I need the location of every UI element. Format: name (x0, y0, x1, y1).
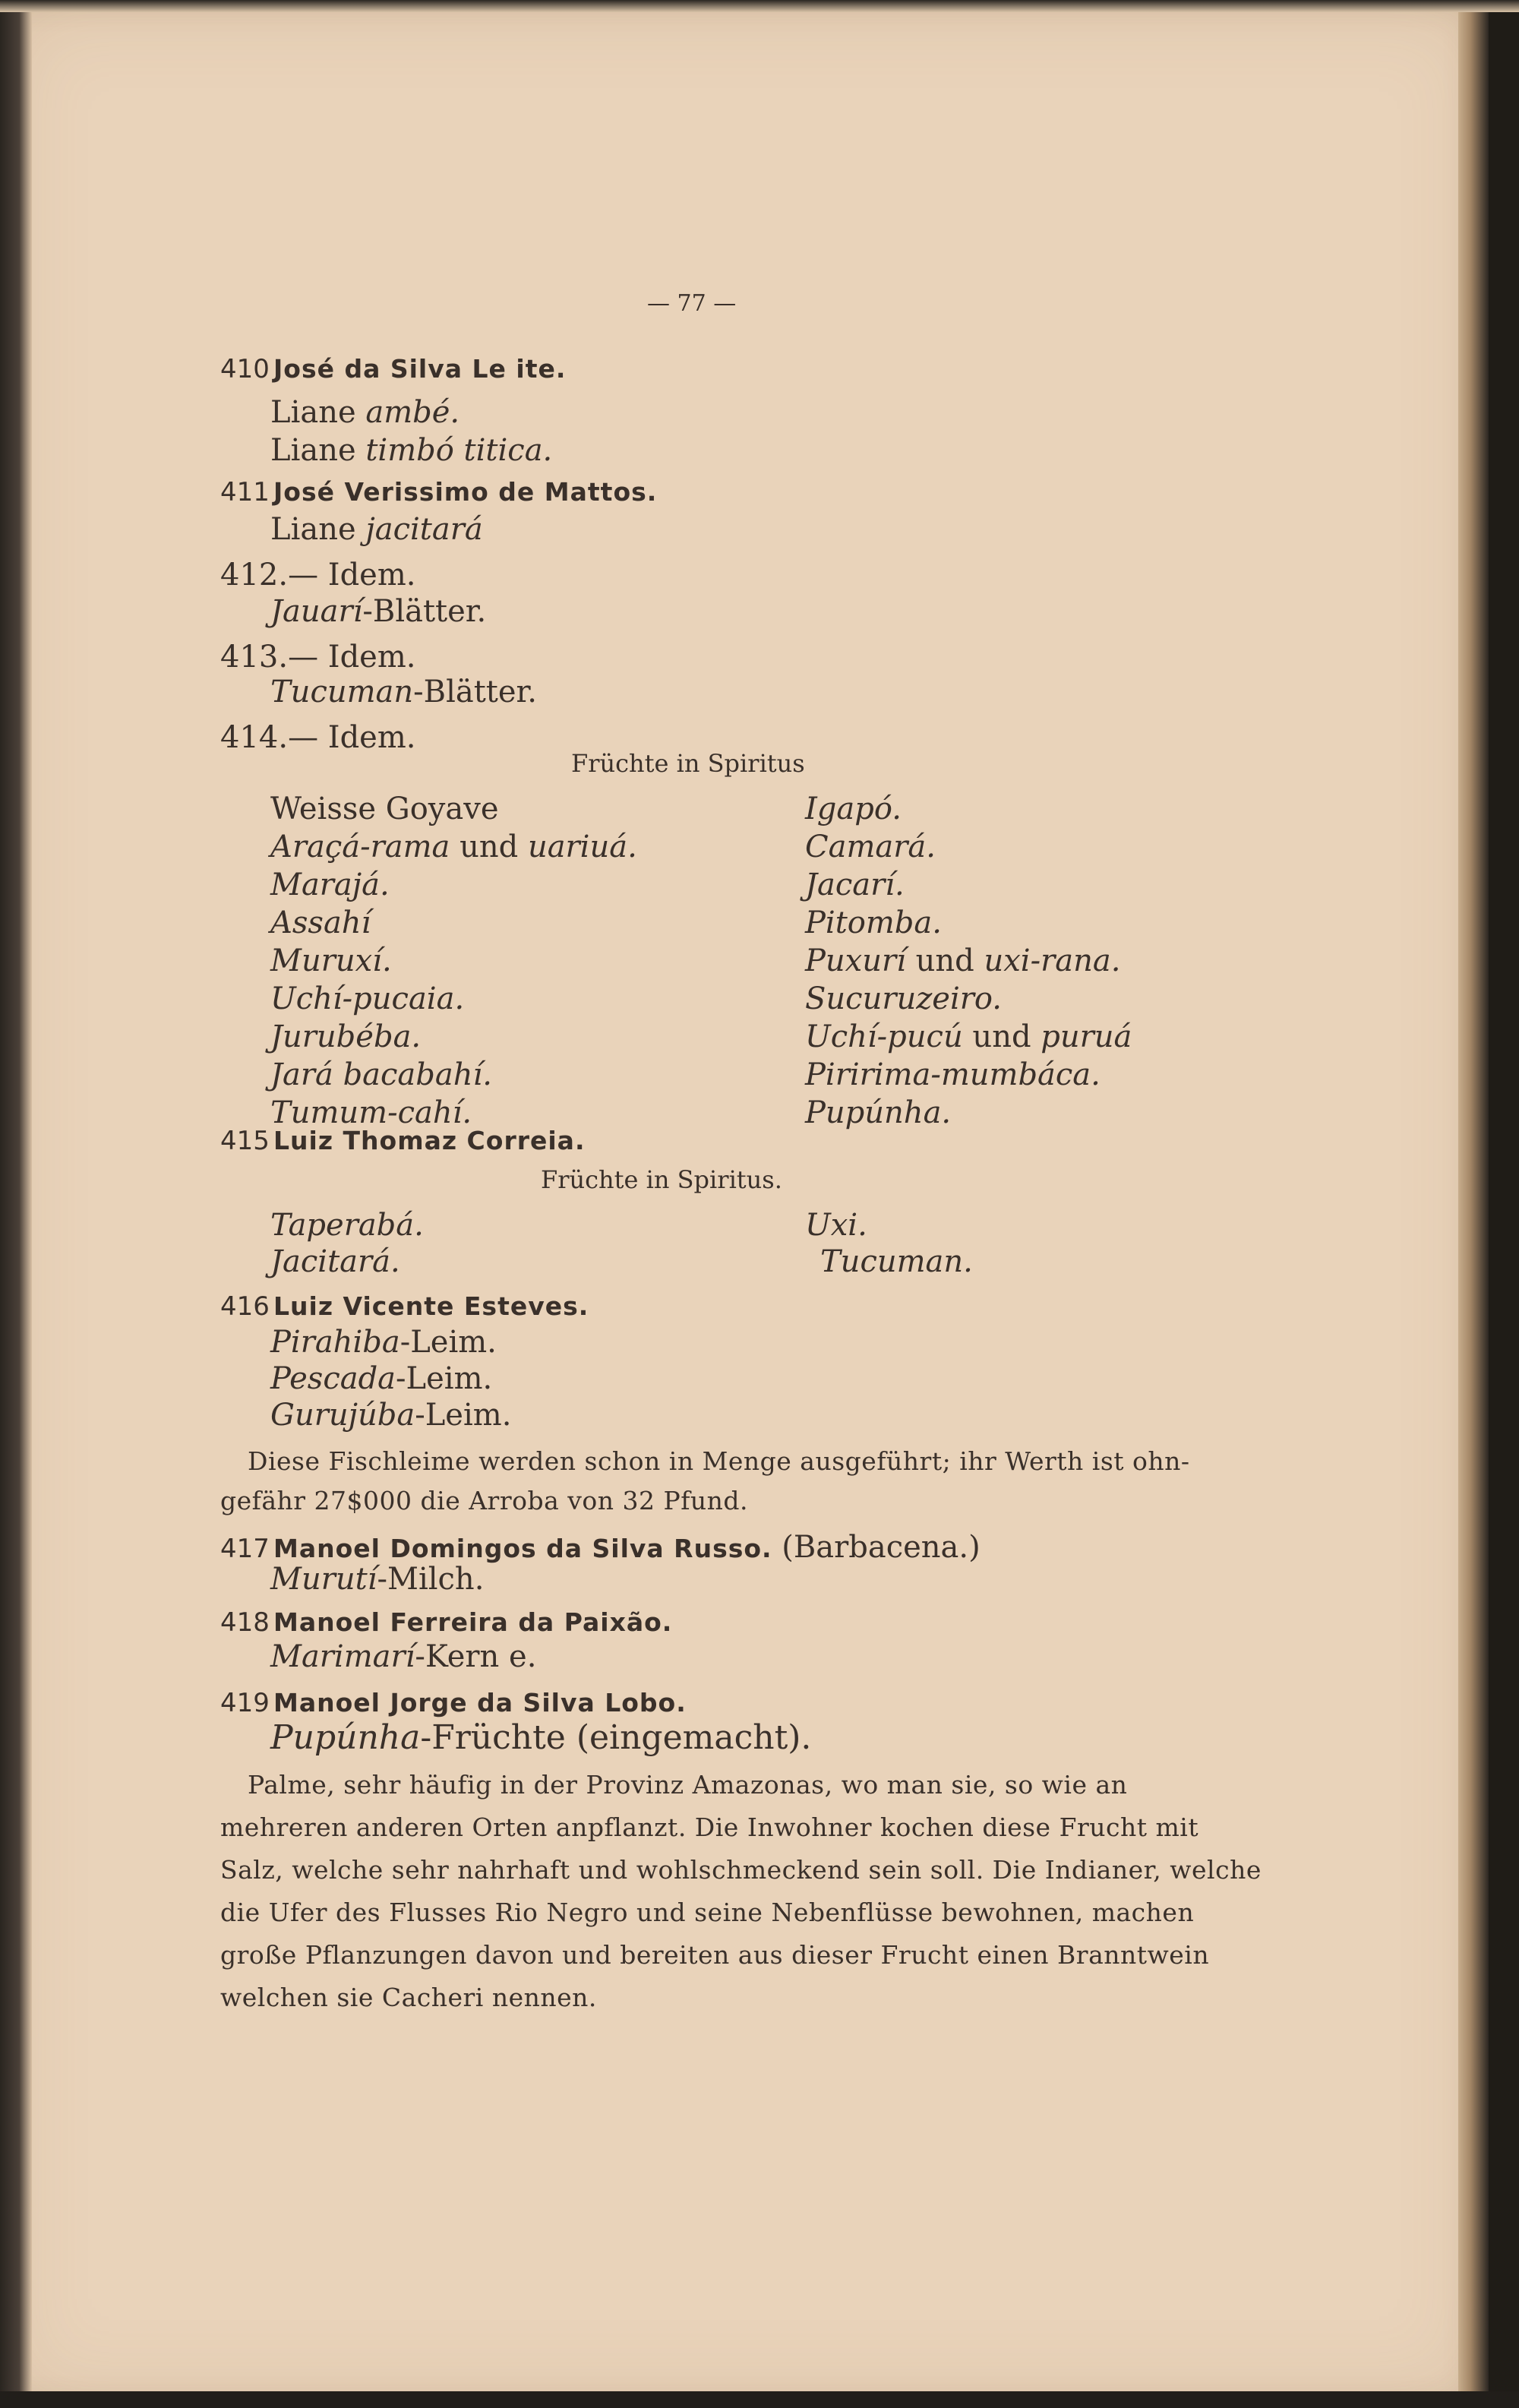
text-span: und (450, 830, 528, 864)
note-text: Palme, sehr häufig in der Provinz Amazonas, wo man sie, so wie an (248, 1770, 1128, 1800)
exhibitor-name: José da Silva Le ite. (273, 354, 567, 384)
entry-410-item-1 (270, 395, 459, 430)
list-item: Assahí (270, 905, 371, 940)
text-span: Marimarí (270, 1639, 415, 1674)
note-text: Diese Fischleime werden schon in Menge ausgeführt; ihr Werth ist ohn- (248, 1446, 1190, 1476)
list-item (270, 830, 637, 864)
entry-number: 410 (220, 354, 270, 384)
text-span: Liane (270, 395, 366, 430)
text-span: timbó titica. (365, 433, 553, 468)
text-span: -Kern e. (415, 1639, 537, 1674)
note-text: welchen sie Cacheri nennen. (220, 1983, 597, 2012)
exhibitor-name: Luiz Vicente Esteves. (273, 1291, 589, 1321)
list-item: Piririma-mumbáca. (805, 1057, 1101, 1092)
text-span: Liane (270, 512, 366, 547)
entry-410-header (220, 354, 566, 384)
entry-413-header: 413.— Idem. (220, 640, 416, 675)
text-span: Gurujúba (270, 1398, 415, 1433)
list-item: Uxi. (805, 1208, 867, 1243)
list-item: Pupúnha. (805, 1095, 952, 1130)
list-item (805, 1019, 1132, 1054)
text-span: -Leim. (396, 1361, 493, 1396)
list-item: Jará bacabahí. (270, 1057, 492, 1092)
text-span: -Leim. (415, 1398, 512, 1433)
text-span: jacitará (365, 512, 483, 547)
list-item: Muruxí. (270, 943, 392, 978)
page-number: — 77 — (647, 290, 737, 317)
list-item: Tumum-cahí. (270, 1095, 472, 1130)
note-text: große Pflanzungen davon und bereiten aus dieser Frucht einen Branntwein (220, 1940, 1210, 1970)
text-span: -Blätter. (413, 675, 537, 709)
list-item: Pitomba. (805, 905, 942, 940)
entry-410-item-2 (270, 433, 552, 468)
text-span: Tucuman (270, 675, 414, 709)
entry-number: 417 (220, 1534, 270, 1564)
list-item: Uchí-pucaia. (270, 981, 465, 1016)
text-span: Puxurí (805, 943, 906, 978)
entry-412-header: 412.— Idem. (220, 558, 416, 593)
page-edge (1458, 0, 1489, 2408)
entry-number: 418 (220, 1607, 270, 1638)
text-span: Pupúnha (270, 1718, 421, 1757)
entry-412-item (270, 594, 486, 629)
text-span: Jauarí (270, 594, 363, 629)
text-span: -Blätter. (362, 594, 487, 629)
exhibitor-name: Manoel Ferreira da Paixão. (273, 1607, 673, 1637)
note-text: die Ufer des Flusses Rio Negro und seine Nebenflüsse bewohnen, machen (220, 1898, 1195, 1927)
entry-411-item-1 (270, 512, 483, 547)
list-item: Taperabá. (270, 1208, 424, 1243)
text-span: Pirahiba (270, 1325, 400, 1360)
list-item: Marajá. (270, 867, 390, 902)
entry-number: 416 (220, 1291, 270, 1322)
entry-number: 419 (220, 1688, 270, 1718)
list-item (270, 1639, 536, 1674)
book-gutter (0, 0, 32, 2408)
bottom-shadow (0, 2391, 1519, 2408)
text-span: Pescada (270, 1361, 396, 1396)
exhibitor-name: José Verissimo de Mattos. (273, 477, 658, 507)
text-span: ambé. (365, 395, 460, 430)
text-span: -Früchte (eingemacht). (420, 1718, 812, 1757)
section-heading: Früchte in Spiritus (571, 749, 805, 778)
list-item: Camará. (805, 830, 936, 864)
text-span: puruá (1041, 1019, 1132, 1054)
list-item (805, 943, 1120, 978)
exhibitor-name: Manoel Domingos da Silva Russo. (273, 1534, 772, 1563)
list-item (270, 1718, 811, 1757)
list-item: Igapó. (805, 792, 902, 826)
text-span: uariuá. (527, 830, 637, 864)
text-span: Liane (270, 433, 366, 468)
section-heading: Früchte in Spiritus. (541, 1165, 782, 1194)
list-item: Jurubéba. (270, 1019, 422, 1054)
list-item: Sucuruzeiro. (805, 981, 1002, 1016)
entry-414-header: 414.— Idem. (220, 720, 416, 755)
list-item (270, 1325, 497, 1360)
text-span: Araçá-rama (270, 830, 450, 864)
list-item (270, 792, 499, 826)
exhibitor-name: Manoel Jorge da Silva Lobo. (273, 1688, 687, 1718)
entry-416-header (220, 1291, 589, 1322)
entry-419-header (220, 1688, 687, 1718)
list-item: Tucuman. (820, 1244, 973, 1279)
entry-415-header (220, 1126, 586, 1156)
entry-418-header (220, 1607, 672, 1638)
top-shadow (0, 0, 1519, 12)
entry-number: 415 (220, 1126, 270, 1156)
text-span: -Leim. (399, 1325, 497, 1360)
text-span: und (905, 943, 984, 978)
exhibitor-name: Luiz Thomaz Correia. (273, 1126, 586, 1155)
list-item (270, 1398, 511, 1433)
text-span: Uchí-pucú (805, 1019, 963, 1054)
list-item (270, 1562, 484, 1597)
entry-number: 411 (220, 477, 270, 507)
text-span: uxi-rana. (984, 943, 1121, 978)
text-span: Weisse Goyave (270, 792, 499, 826)
bleed-through (1063, 327, 1458, 1010)
note-text: mehreren anderen Orten anpflanzt. Die Inwohner kochen diese Frucht mit (220, 1812, 1199, 1842)
text-span: Murutí (270, 1562, 377, 1597)
location: (Barbacena.) (772, 1530, 981, 1565)
note-text: Salz, welche sehr nahrhaft und wohlschmeckend sein soll. Die Indianer, welche (220, 1855, 1262, 1885)
note-text: gefähr 27$000 die Arroba von 32 Pfund. (220, 1486, 749, 1515)
text-span: -Milch. (377, 1562, 485, 1597)
list-item: Jacitará. (270, 1244, 400, 1279)
list-item (270, 1361, 492, 1396)
entry-417-header (220, 1530, 981, 1565)
text-span: und (962, 1019, 1041, 1054)
entry-411-header (220, 477, 657, 507)
list-item: Jacarí. (805, 867, 905, 902)
entry-413-item (270, 675, 537, 709)
